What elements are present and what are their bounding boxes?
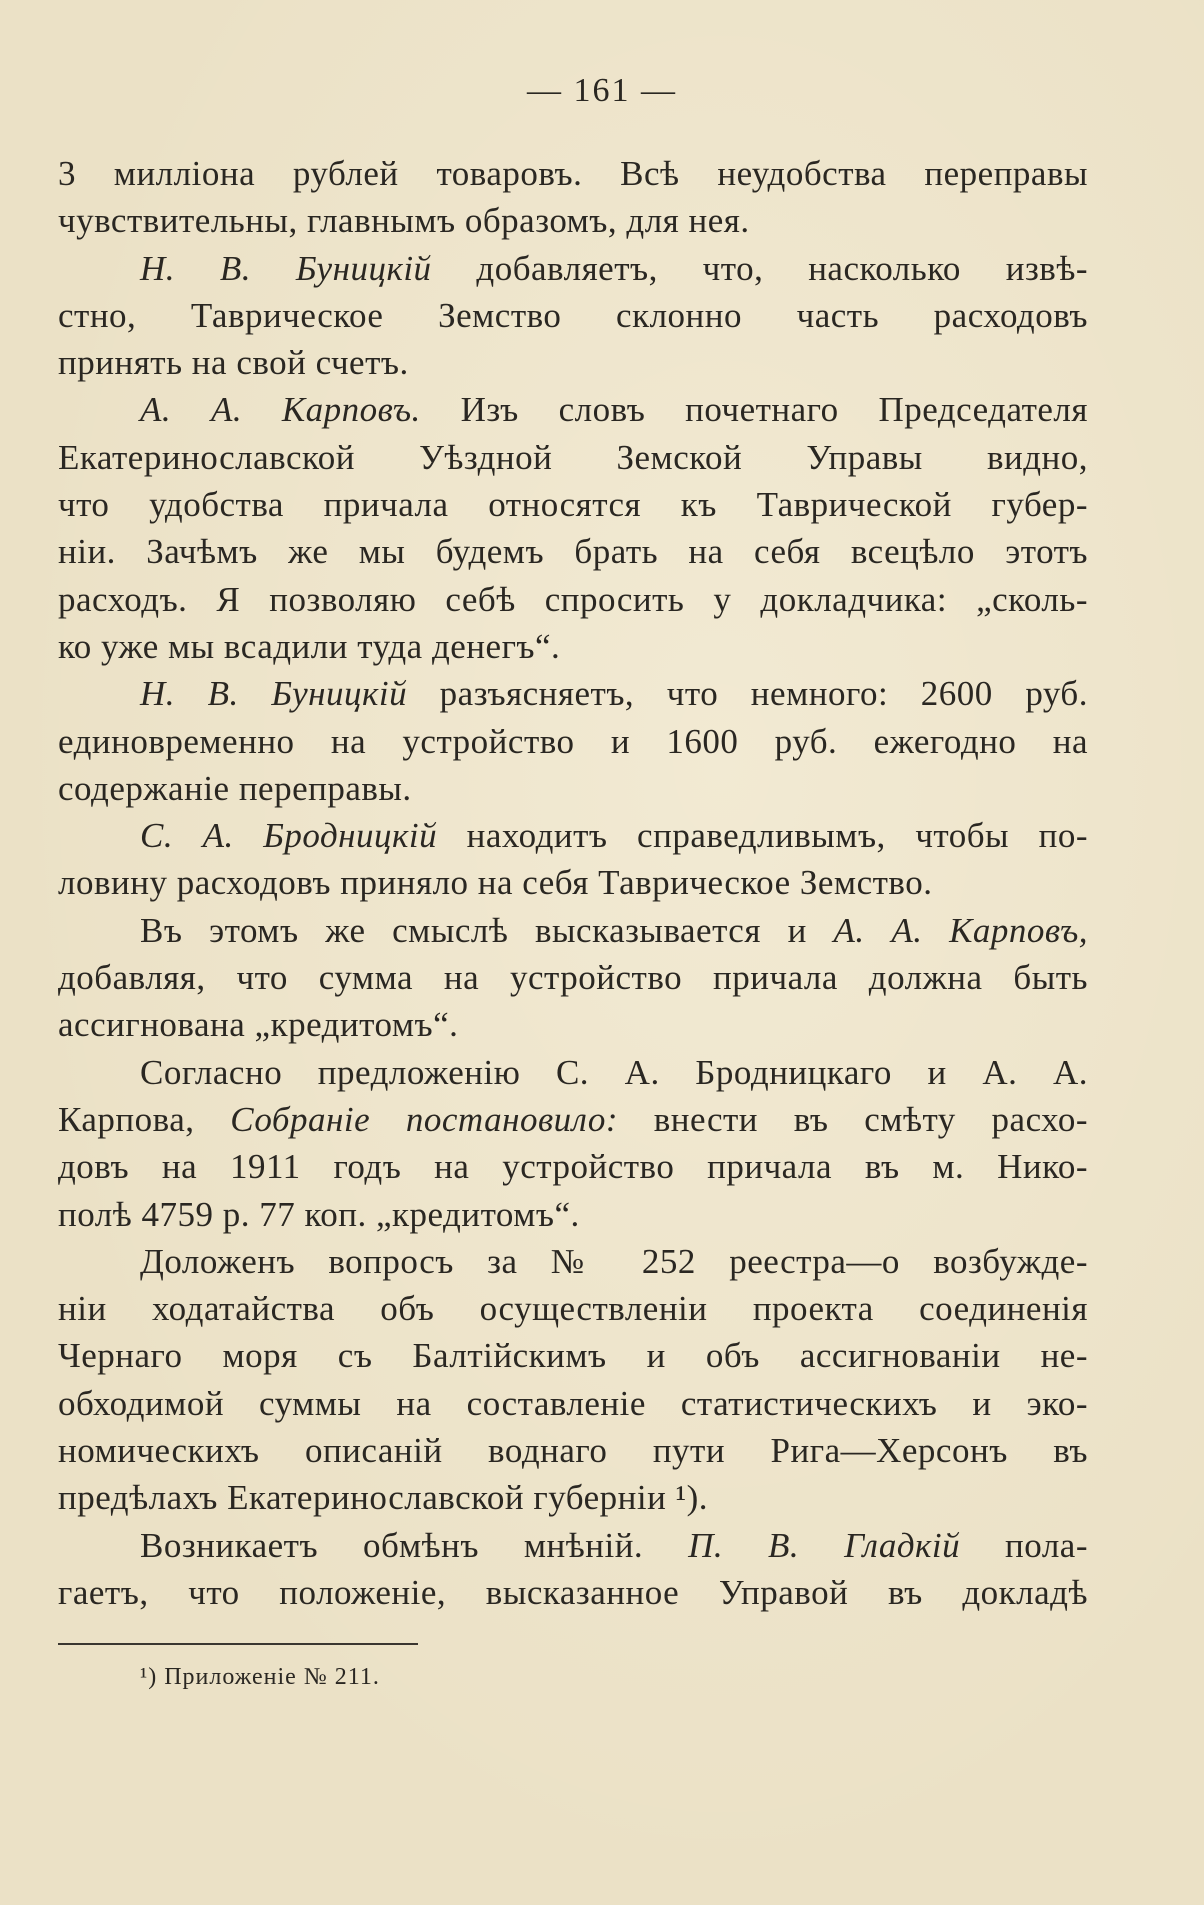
line-text: Екатеринославской Уѣздной Земской Управы видно, <box>58 437 1088 477</box>
text-line <box>58 1191 1088 1238</box>
text-line <box>58 528 1088 575</box>
speaker-name: А. А. Карповъ. <box>140 390 421 430</box>
line-text: гаетъ, что положеніе, высказанное Управой въ докладѣ <box>58 1572 1088 1612</box>
line-text: чувствительны, главнымъ образомъ, для нея. <box>58 201 750 241</box>
footnote-rule <box>58 1643 418 1645</box>
text-line <box>58 1238 1088 1285</box>
text-line <box>58 292 1088 339</box>
text-line <box>58 1427 1088 1474</box>
text-line <box>58 1143 1088 1190</box>
line-text: расходъ. Я позволяю себѣ спросить у докладчика: „сколь- <box>58 579 1088 619</box>
text-line <box>58 434 1088 481</box>
line-text: ассигнована „кредитомъ“. <box>58 1005 459 1045</box>
text-line <box>58 907 1088 954</box>
line-text: добавляя, что сумма на устройство причала должна быть <box>58 958 1088 998</box>
line-text: ніи. Зачѣмъ же мы будемъ брать на себя всецѣло этотъ <box>58 532 1088 572</box>
text-line <box>58 339 1088 386</box>
text-line <box>58 150 1088 197</box>
page-number: — 161 — <box>527 72 677 109</box>
body-text <box>58 150 1088 1616</box>
text-line <box>58 1332 1088 1379</box>
line-text: номическихъ описаній воднаго пути Рига—Херсонъ въ <box>58 1431 1088 1471</box>
line-text: содержаніе переправы. <box>58 768 412 808</box>
text-line <box>58 1522 1088 1569</box>
text-line <box>58 481 1088 528</box>
text-line <box>58 1285 1088 1332</box>
text-line <box>58 954 1088 1001</box>
line-text: внести въ смѣту расхо- <box>618 1099 1088 1139</box>
text-line <box>58 1474 1088 1521</box>
line-text: Возникаетъ обмѣнъ мнѣній. <box>140 1525 689 1565</box>
text-line <box>58 1569 1088 1616</box>
line-text: единовременно на устройство и 1600 руб. ежегодно на <box>58 721 1088 761</box>
text-line <box>58 245 1088 292</box>
line-text: добавляетъ, что, насколько извѣ- <box>431 248 1088 288</box>
line-text: разъясняетъ, что немного: 2600 руб. <box>407 674 1088 714</box>
text-line <box>58 576 1088 623</box>
text-line <box>58 1096 1088 1143</box>
text-line <box>58 1380 1088 1427</box>
line-text: Въ этомъ же смыслѣ высказывается и <box>140 910 834 950</box>
line-text: Изъ словъ почетнаго Председателя <box>420 390 1088 430</box>
line-text: Согласно предложенію С. А. Бродницкаго и А. А. <box>140 1052 1088 1092</box>
speaker-name: Н. В. Буницкій <box>140 248 432 288</box>
line-text: довъ на 1911 годъ на устройство причала въ м. Нико- <box>58 1147 1088 1187</box>
line-text: ко уже мы всадили туда денегъ“. <box>58 626 561 666</box>
line-text: ніи ходатайства объ осуществленіи проекта соединенія <box>58 1289 1088 1329</box>
text-line <box>58 197 1088 244</box>
italic-text: Собраніе постановило: <box>230 1099 619 1139</box>
line-text: Чернаго моря съ Балтійскимъ и объ ассигнованіи не- <box>58 1336 1088 1376</box>
line-text: обходимой суммы на составленіе статистическихъ и эко- <box>58 1383 1088 1423</box>
italic-text: П. В. Гладкій <box>688 1525 961 1565</box>
line-text: что удобства причала относятся къ Таврической губер- <box>58 485 1088 525</box>
footnote: ¹) Приложеніе № 211. <box>140 1664 380 1690</box>
line-text: ловину расходовъ приняло на себя Таврическое Земство. <box>58 863 933 903</box>
line-text: полѣ 4759 р. 77 коп. „кредитомъ“. <box>58 1194 580 1234</box>
line-text: Карпова, <box>58 1099 231 1139</box>
text-line <box>58 623 1088 670</box>
line-text: 3 милліона рублей товаровъ. Всѣ неудобства переправы <box>58 154 1088 193</box>
line-text: принять на свой счетъ. <box>58 343 409 383</box>
speaker-name: С. А. Бродницкій <box>140 816 438 856</box>
text-line <box>58 670 1088 717</box>
line-text: стно, Таврическое Земство склонно часть расходовъ <box>58 295 1088 335</box>
line-text: находитъ справедливымъ, чтобы по- <box>437 816 1088 856</box>
italic-text: А. А. Карповъ, <box>833 910 1089 950</box>
text-line <box>58 386 1088 433</box>
speaker-name: Н. В. Буницкій <box>140 674 408 714</box>
text-line <box>58 1049 1088 1096</box>
line-text: предѣлахъ Екатеринославской губерніи ¹). <box>58 1478 708 1518</box>
line-text: Доложенъ вопросъ за № 252 реестра—о возбужде- <box>140 1241 1088 1281</box>
text-line <box>58 718 1088 765</box>
text-line <box>58 812 1088 859</box>
text-line <box>58 859 1088 906</box>
text-line <box>58 1001 1088 1048</box>
line-text: пола- <box>960 1525 1088 1565</box>
text-line <box>58 765 1088 812</box>
